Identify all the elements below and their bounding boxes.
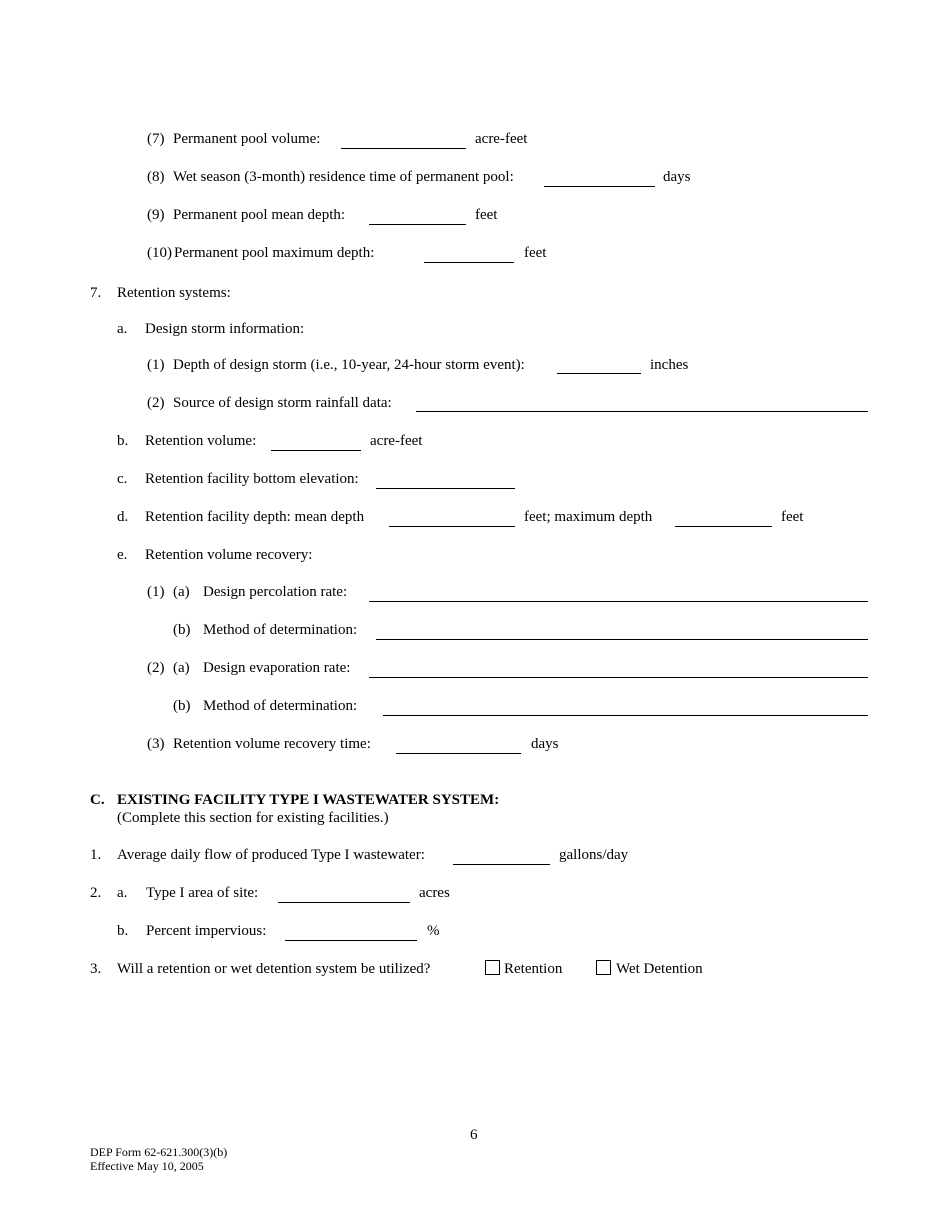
section-title: Retention systems: <box>117 285 231 301</box>
item-letter: b. <box>117 923 129 939</box>
pool-max-depth-field[interactable] <box>424 262 514 263</box>
unit-label: feet <box>475 207 498 223</box>
pool-mean-depth-field[interactable] <box>369 224 466 225</box>
form-id: DEP Form 62-621.300(3)(b) <box>90 1145 228 1159</box>
unit-label: acre-feet <box>475 131 528 147</box>
field-label: Design evaporation rate: <box>203 660 351 676</box>
sub-letter: (b) <box>173 622 191 638</box>
field-label: Design storm information: <box>145 321 305 337</box>
item-number: (1) <box>147 357 165 373</box>
daily-flow-field[interactable] <box>453 864 550 865</box>
unit-label: feet <box>781 509 804 525</box>
section-letter: C. <box>90 792 105 808</box>
field-label: Permanent pool mean depth: <box>173 207 346 223</box>
item-letter: a. <box>117 321 128 337</box>
design-storm-depth-field[interactable] <box>557 373 641 374</box>
sub-letter: (b) <box>173 698 191 714</box>
unit-label: % <box>427 923 440 939</box>
item-number: (9) <box>147 207 165 223</box>
field-label: Method of determination: <box>203 622 358 638</box>
recovery-time-field[interactable] <box>396 753 521 754</box>
field-label: Retention facility bottom elevation: <box>145 471 359 487</box>
item-number: (7) <box>147 131 165 147</box>
unit-label: feet <box>524 245 547 261</box>
item-number: (10) <box>147 245 172 261</box>
unit-label: acres <box>419 885 450 901</box>
unit-label: days <box>531 736 559 752</box>
bottom-elevation-field[interactable] <box>376 488 515 489</box>
field-label: Retention facility depth: mean depth <box>145 509 365 525</box>
field-label: Retention volume recovery time: <box>173 736 371 752</box>
field-label: Will a retention or wet detention system be utilized? <box>117 961 431 977</box>
checkbox-label: Wet Detention <box>616 961 703 977</box>
field-label: Retention volume recovery: <box>145 547 313 563</box>
unit-label: inches <box>650 357 689 373</box>
field-label: Method of determination: <box>203 698 358 714</box>
field-label: Depth of design storm (i.e., 10-year, 24-hour storm event): <box>173 357 525 373</box>
wet-detention-checkbox[interactable] <box>596 960 611 975</box>
sub-letter: (a) <box>173 660 190 676</box>
retention-volume-field[interactable] <box>271 450 361 451</box>
unit-label: feet; maximum depth <box>524 509 653 525</box>
item-letter: a. <box>117 885 128 901</box>
type-i-area-field[interactable] <box>278 902 410 903</box>
item-letter: e. <box>117 547 128 563</box>
percent-impervious-field[interactable] <box>285 940 417 941</box>
retention-checkbox[interactable] <box>485 960 500 975</box>
item-letter: c. <box>117 471 128 487</box>
question-number: 1. <box>90 847 102 863</box>
section-subtitle: (Complete this section for existing facilities.) <box>117 810 389 826</box>
evaporation-rate-field[interactable] <box>369 677 868 678</box>
item-letter: b. <box>117 433 129 449</box>
percolation-method-field[interactable] <box>376 639 868 640</box>
field-label: Type I area of site: <box>146 885 259 901</box>
field-label: Permanent pool volume: <box>173 131 321 147</box>
unit-label: days <box>663 169 691 185</box>
checkbox-label: Retention <box>504 961 563 977</box>
question-number: 3. <box>90 961 102 977</box>
field-label: Permanent pool maximum depth: <box>174 245 375 261</box>
residence-time-field[interactable] <box>544 186 655 187</box>
section-number: 7. <box>90 285 102 301</box>
sub-letter: (a) <box>173 584 190 600</box>
effective-date: Effective May 10, 2005 <box>90 1159 204 1173</box>
unit-label: acre-feet <box>370 433 423 449</box>
field-label: Retention volume: <box>145 433 257 449</box>
evaporation-method-field[interactable] <box>383 715 868 716</box>
page-number: 6 <box>470 1127 478 1143</box>
mean-depth-field[interactable] <box>389 526 515 527</box>
field-label: Percent impervious: <box>146 923 267 939</box>
field-label: Design percolation rate: <box>203 584 348 600</box>
item-number: (2) <box>147 660 165 676</box>
section-heading: EXISTING FACILITY TYPE I WASTEWATER SYSTEM: <box>117 792 500 808</box>
permanent-pool-volume-field[interactable] <box>341 148 466 149</box>
item-number: (3) <box>147 736 165 752</box>
unit-label: gallons/day <box>559 847 629 863</box>
item-number: (2) <box>147 395 165 411</box>
question-number: 2. <box>90 885 102 901</box>
percolation-rate-field[interactable] <box>369 601 868 602</box>
field-label: Source of design storm rainfall data: <box>173 395 392 411</box>
rainfall-data-source-field[interactable] <box>416 411 868 412</box>
maximum-depth-field[interactable] <box>675 526 772 527</box>
item-number: (1) <box>147 584 165 600</box>
field-label: Average daily flow of produced Type I wastewater: <box>117 847 425 863</box>
item-letter: d. <box>117 509 129 525</box>
field-label: Wet season (3-month) residence time of permanent pool: <box>173 169 514 185</box>
item-number: (8) <box>147 169 165 185</box>
